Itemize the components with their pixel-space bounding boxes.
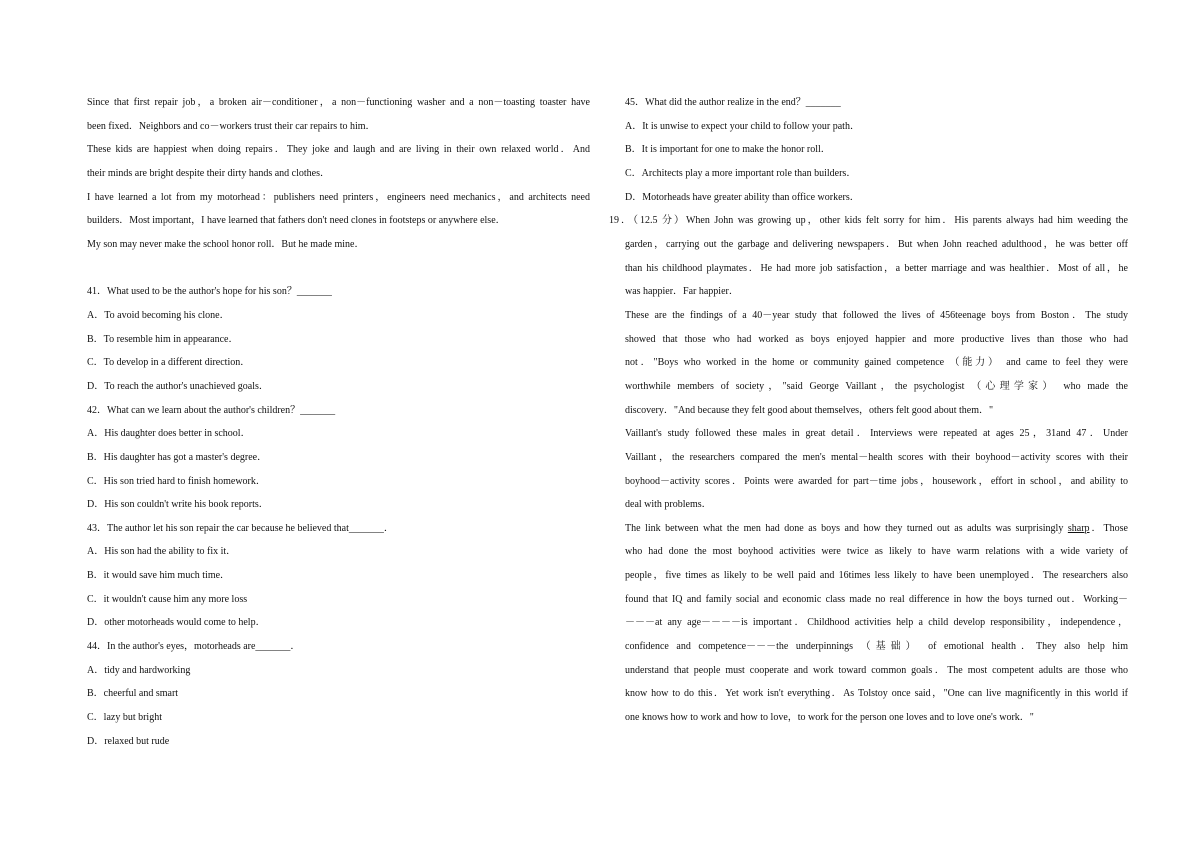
- passage-line: Vaillant，the researchers compared the men's mental－health scores with their boyhood－activity scores with their: [625, 451, 1128, 463]
- question-42-option-b[interactable]: B．His daughter has got a master's degree．: [87, 451, 268, 463]
- sharp-line-after: ．Those: [1089, 522, 1128, 534]
- question-44-option-c[interactable]: C．lazy but bright: [87, 712, 162, 724]
- passage-line: deal with problems．: [625, 499, 712, 511]
- passage-line: Since that first repair job，a broken air－conditioner，a non－functioning washer and a non－toasting toaster have: [87, 97, 590, 108]
- question-43-option-d[interactable]: D．other motorheads would come to help．: [87, 617, 266, 629]
- passage-line: know how to do this．Yet work isn't everything．As Tolstoy once said，"One can live magnificently in this world if: [625, 688, 1128, 700]
- right-column: [609, 91, 1128, 730]
- question-45-option-a[interactable]: A．It is unwise to expect your child to follow your path．: [625, 120, 860, 132]
- passage-line: I have learned a lot from my motorhead：publishers need printers，engineers need mechanics，and architects need: [87, 191, 590, 203]
- passage-line: －－－at any age－－－－is important．Childhood activities help a child develop responsibility，independence，: [625, 617, 1128, 629]
- question-43-option-b[interactable]: B．it would save him much time．: [87, 570, 231, 582]
- passage-line-sharp: [609, 517, 1128, 541]
- passage-line: worthwhile members of society，"said George Vaillant，the psychologist （心理学家） who made the: [625, 380, 1128, 392]
- question-45-option-c[interactable]: C．Architects play a more important role than builders．: [625, 167, 857, 179]
- passage-line: people，five times as likely to be well paid and 16times less likely to have been unemployed．The researchers also: [625, 570, 1128, 582]
- passage-line: not．"Boys who worked in the home or community gained competence （能力） and came to feel they were: [625, 357, 1128, 369]
- passage-line: found that IQ and family social and economic class made no real difference in how the boys turned out．Working－: [625, 593, 1128, 605]
- passage-line: garden，carrying out the garbage and delivering newspapers．But when John reached adulthood，he was better off: [625, 238, 1128, 250]
- passage-line: discovery．"And because they felt good about themselves，others felt good about them．": [625, 404, 994, 416]
- passage-line: who had done the most boyhood activities were twice as likely to have warm relations with a wide variety of: [625, 546, 1128, 558]
- passage-line: understand that people must cooperate and work toward common goals．The most competent adults are those who: [625, 664, 1128, 676]
- passage-line: their minds are bright despite their dirty hands and clothes．: [87, 167, 330, 179]
- spacer: [87, 257, 590, 281]
- question-43-option-c[interactable]: C．it wouldn't cause him any more loss: [87, 593, 248, 605]
- question-41-stem: 41．What used to be the author's hope for his son？_______: [87, 286, 332, 298]
- question-42-option-c[interactable]: C．His son tried hard to finish homework．: [87, 475, 266, 487]
- question-42-option-d[interactable]: D．His son couldn't write his book reports．: [87, 499, 269, 511]
- passage-line: My son may never make the school honor roll．But he made mine．: [87, 238, 365, 250]
- passage-line: These kids are happiest when doing repairs．They joke and laugh and are living in their own relaxed world．And: [87, 144, 590, 156]
- sharp-line-before: The link between what the men had done as boys and how they turned out as adults was surprisingly: [625, 522, 1068, 534]
- question-44-option-b[interactable]: B．cheerful and smart: [87, 688, 179, 700]
- underlined-word-sharp: sharp: [1067, 522, 1090, 534]
- question-42-option-a[interactable]: A．His daughter does better in school．: [87, 428, 251, 440]
- question-41-option-b[interactable]: B．To resemble him in appearance．: [87, 333, 239, 345]
- question-44-option-a[interactable]: A．tidy and hardworking: [87, 664, 191, 676]
- question-45-option-d[interactable]: D．Motorheads have greater ability than office workers．: [625, 191, 860, 203]
- passage-line: confidence and competence－－－the underpinnings （基础） of emotional health．They also help him: [625, 641, 1128, 653]
- passage-line: than his childhood playmates．He had more job satisfaction，a better marriage and was healthier．Most of all，he: [625, 262, 1128, 274]
- question-41-option-a[interactable]: A．To avoid becoming his clone．: [87, 309, 230, 321]
- question-43-option-a[interactable]: A．His son had the ability to fix it．: [87, 546, 237, 558]
- left-column: [87, 91, 590, 753]
- question-45-stem: 45．What did the author realize in the end？_______: [625, 97, 841, 108]
- passage-line: boyhood－activity scores．Points were awarded for part－time jobs，housework，effort in school，and ability to: [625, 475, 1128, 487]
- question-44-option-d[interactable]: D．relaxed but rude: [87, 735, 170, 747]
- question-42-stem: 42．What can we learn about the author's children？_______: [87, 404, 336, 416]
- question-43-stem: 43．The author let his son repair the car because he believed that_______．: [87, 522, 394, 534]
- passage-line: one knows how to work and how to love，to work for the person one loves and to love one's work．": [625, 712, 1034, 724]
- question-45-option-b[interactable]: B．It is important for one to make the honor roll．: [625, 144, 831, 156]
- passage-line: Vaillant's study followed these males in great detail．Interviews were repeated at ages 25，31and 47．Under: [625, 428, 1128, 440]
- question-44-stem: 44．In the author's eyes，motorheads are_______．: [87, 641, 301, 653]
- question-41-option-d[interactable]: D．To reach the author's unachieved goals．: [87, 380, 269, 392]
- question-41-option-c[interactable]: C．To develop in a different direction．: [87, 357, 251, 369]
- passage-line: was happier．Far happier．: [625, 286, 739, 298]
- passage-line: showed that those who had worked as boys enjoyed happier and more productive lives than those who had: [625, 333, 1128, 345]
- question-19-header: 19．（12.5 分）When John was growing up，other kids felt sorry for him．His parents always had him weeding the: [609, 215, 1128, 227]
- passage-line: builders．Most important，I have learned that fathers don't need clones in footsteps or anywhere else．: [87, 215, 506, 227]
- passage-line: These are the findings of a 40－year study that followed the lives of 456teenage boys from Boston．The study: [625, 309, 1128, 321]
- passage-line: been fixed．Neighbors and co－workers trust their car repairs to him．: [87, 120, 376, 132]
